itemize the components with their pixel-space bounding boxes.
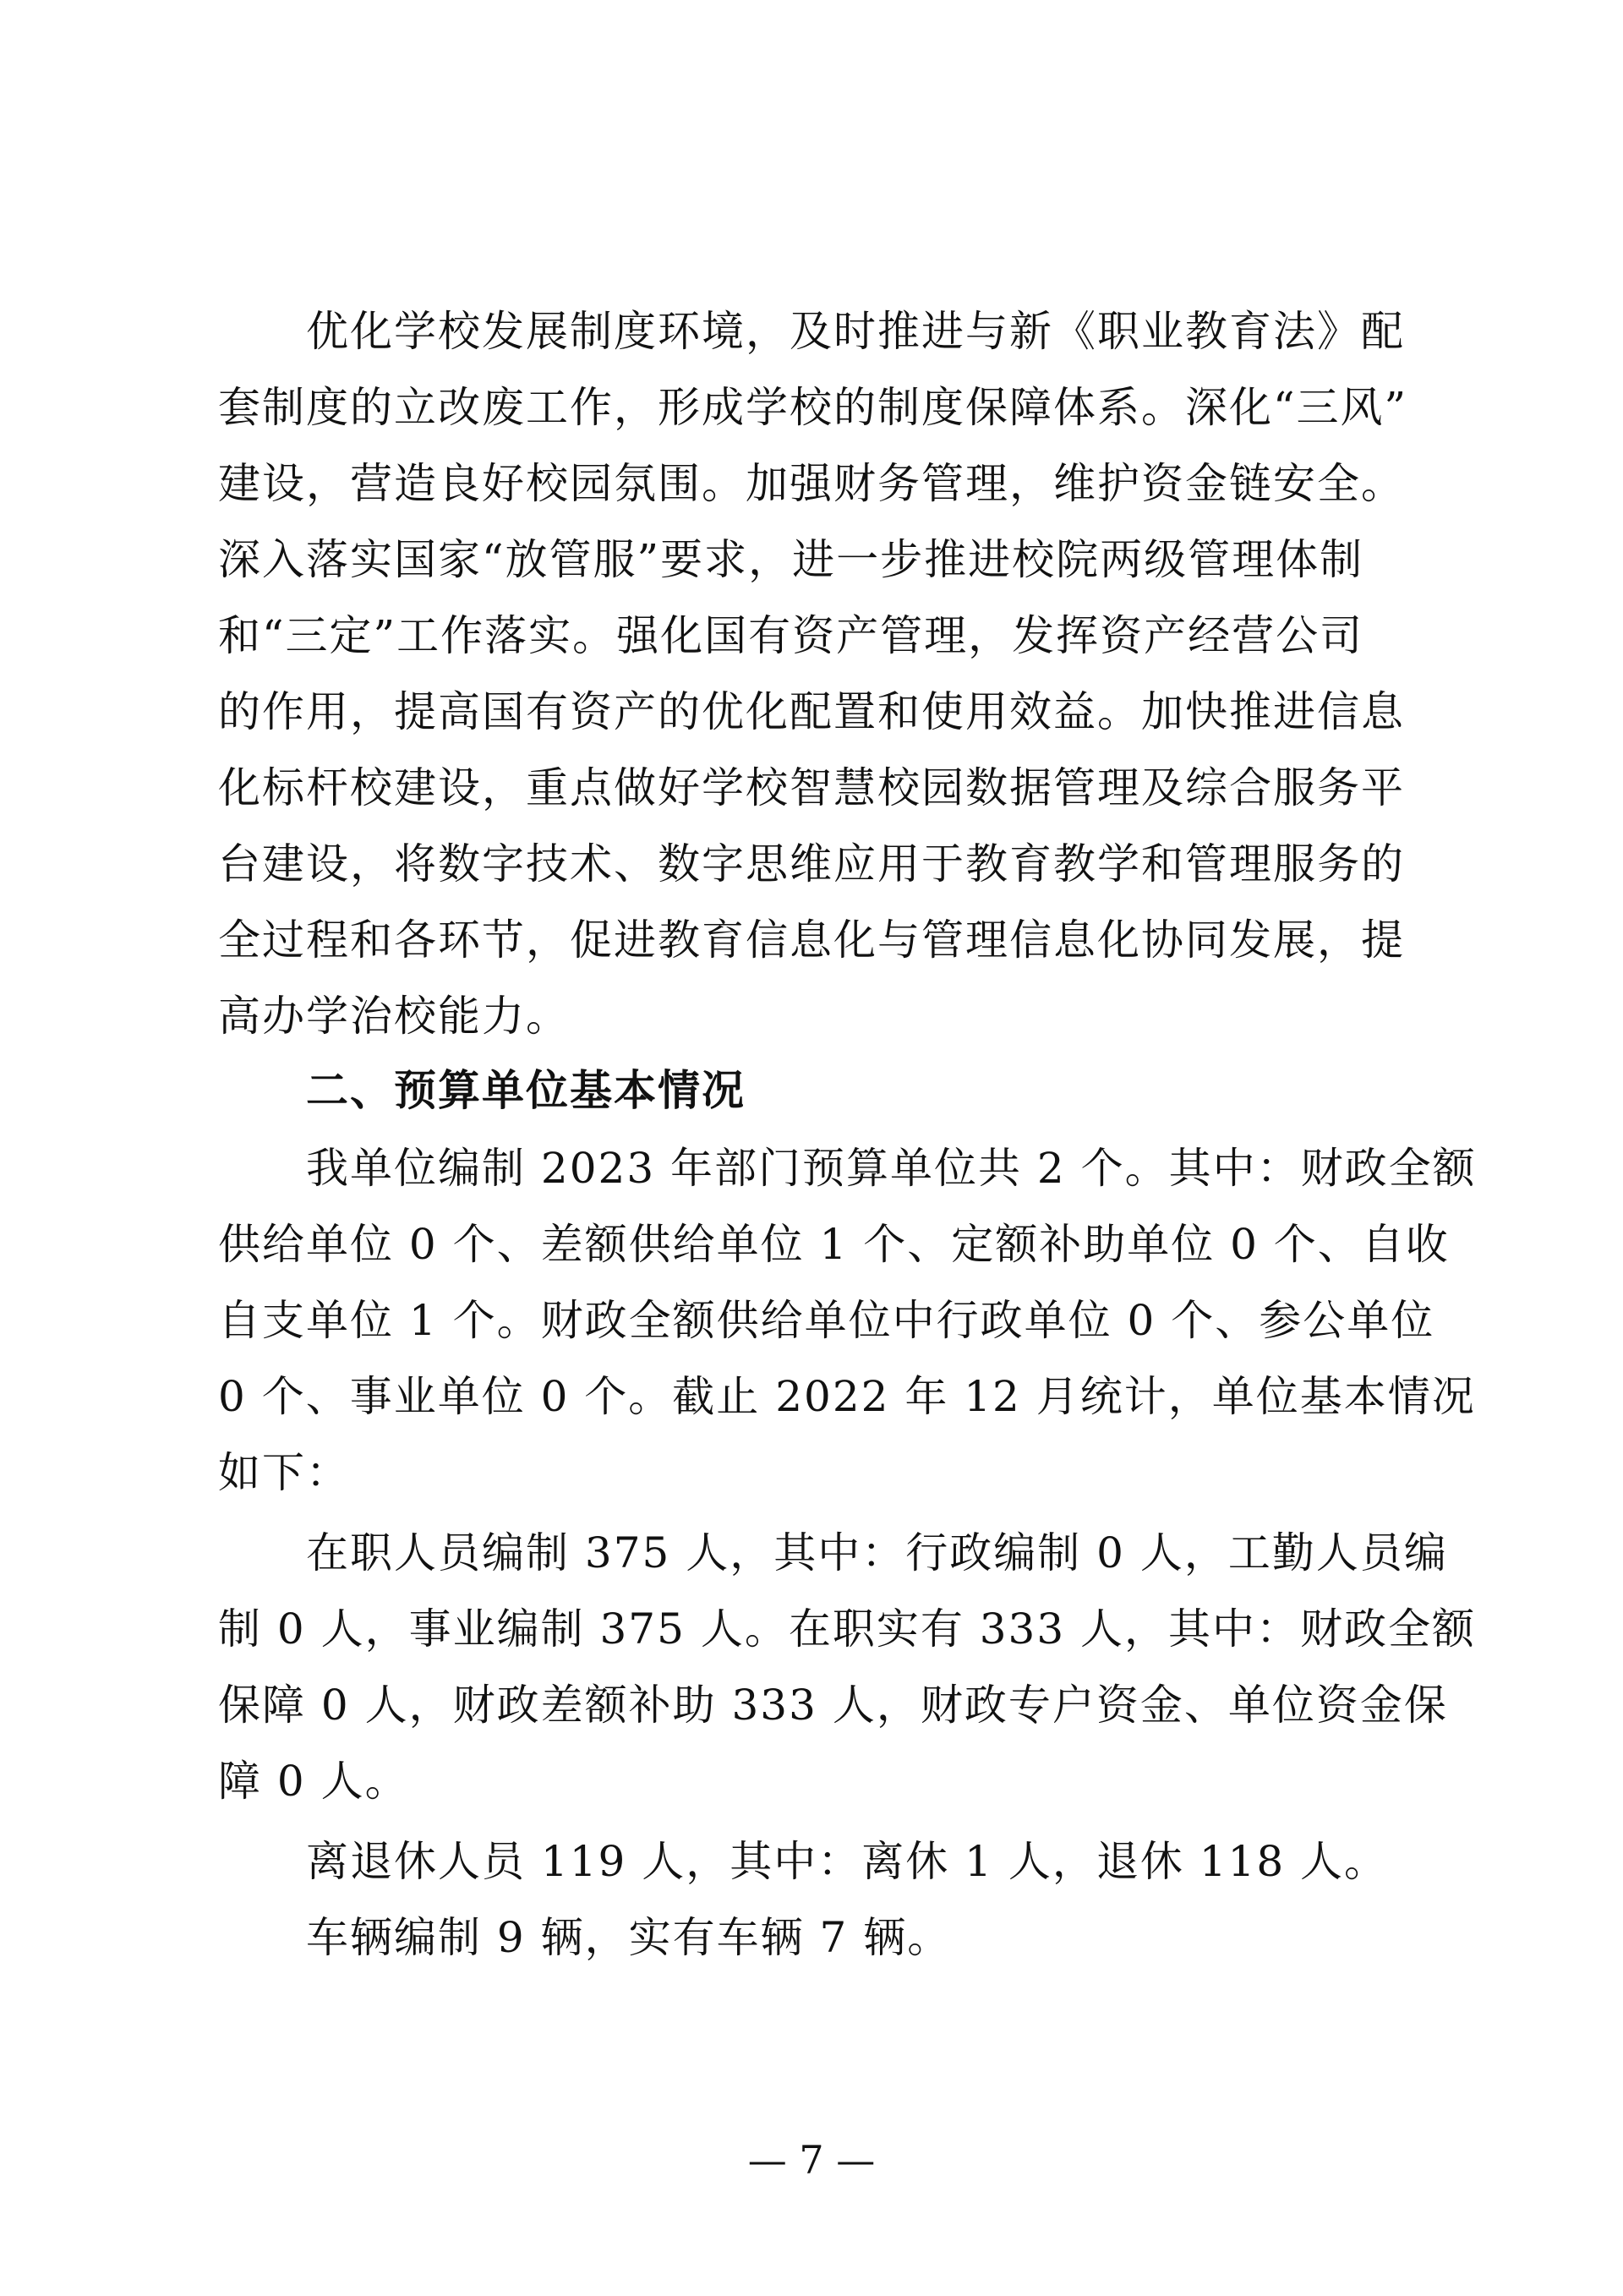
body-text-line: 优化学校发展制度环境，及时推进与新《职业教育法》配 (218, 307, 1405, 356)
body-text-line: 制 0 人，事业编制 375 人。在职实有 333 人，其中：财政全额 (218, 1604, 1477, 1654)
body-text-line: 0 个、事业单位 0 个。截止 2022 年 12 月统计，单位基本情况 (218, 1372, 1476, 1421)
page-number: — 7 — (747, 2137, 876, 2183)
body-text-line: 套制度的立改废工作，形成学校的制度保障体系。深化“三风” (218, 383, 1408, 432)
body-text-line: 供给单位 0 个、差额供给单位 1 个、定额补助单位 0 个、自收 (218, 1220, 1450, 1269)
body-text-line: 自支单位 1 个。财政全额供给单位中行政单位 0 个、参公单位 (218, 1296, 1435, 1345)
body-text-line: 的作用，提高国有资产的优化配置和使用效益。加快推进信息 (218, 687, 1405, 736)
body-text-line: 在职人员编制 375 人，其中：行政编制 0 人，工勤人员编 (218, 1528, 1448, 1577)
body-text-line: 和“三定”工作落实。强化国有资产管理，发挥资产经营公司 (218, 611, 1364, 660)
body-text-line: 全过程和各环节，促进教育信息化与管理信息化协同发展，提 (218, 916, 1405, 965)
body-text-line: 障 0 人。 (218, 1757, 409, 1806)
body-text-line: 如下： (218, 1448, 350, 1497)
body-text-line: 化标杆校建设，重点做好学校智慧校园数据管理及综合服务平 (218, 763, 1405, 812)
body-text-line: 车辆编制 9 辆，实有车辆 7 辆。 (218, 1913, 952, 1962)
body-text-line: 高办学治校能力。 (218, 992, 570, 1041)
body-text-line: 台建设，将数字技术、数字思维应用于教育教学和管理服务的 (218, 839, 1405, 888)
body-text-line: 保障 0 人，财政差额补助 333 人，财政专户资金、单位资金保 (218, 1681, 1448, 1730)
body-text-line: 离退休人员 119 人，其中：离休 1 人，退休 118 人。 (218, 1837, 1389, 1886)
body-text-line: 深入落实国家“放管服”要求，进一步推进校院两级管理体制 (218, 535, 1364, 584)
body-text-line: 我单位编制 2023 年部门预算单位共 2 个。其中：财政全额 (218, 1144, 1477, 1193)
body-text-line: 建设，营造良好校园氛围。加强财务管理，维护资金链安全。 (218, 459, 1405, 508)
section-heading: 二、预算单位基本情况 (218, 1066, 746, 1115)
